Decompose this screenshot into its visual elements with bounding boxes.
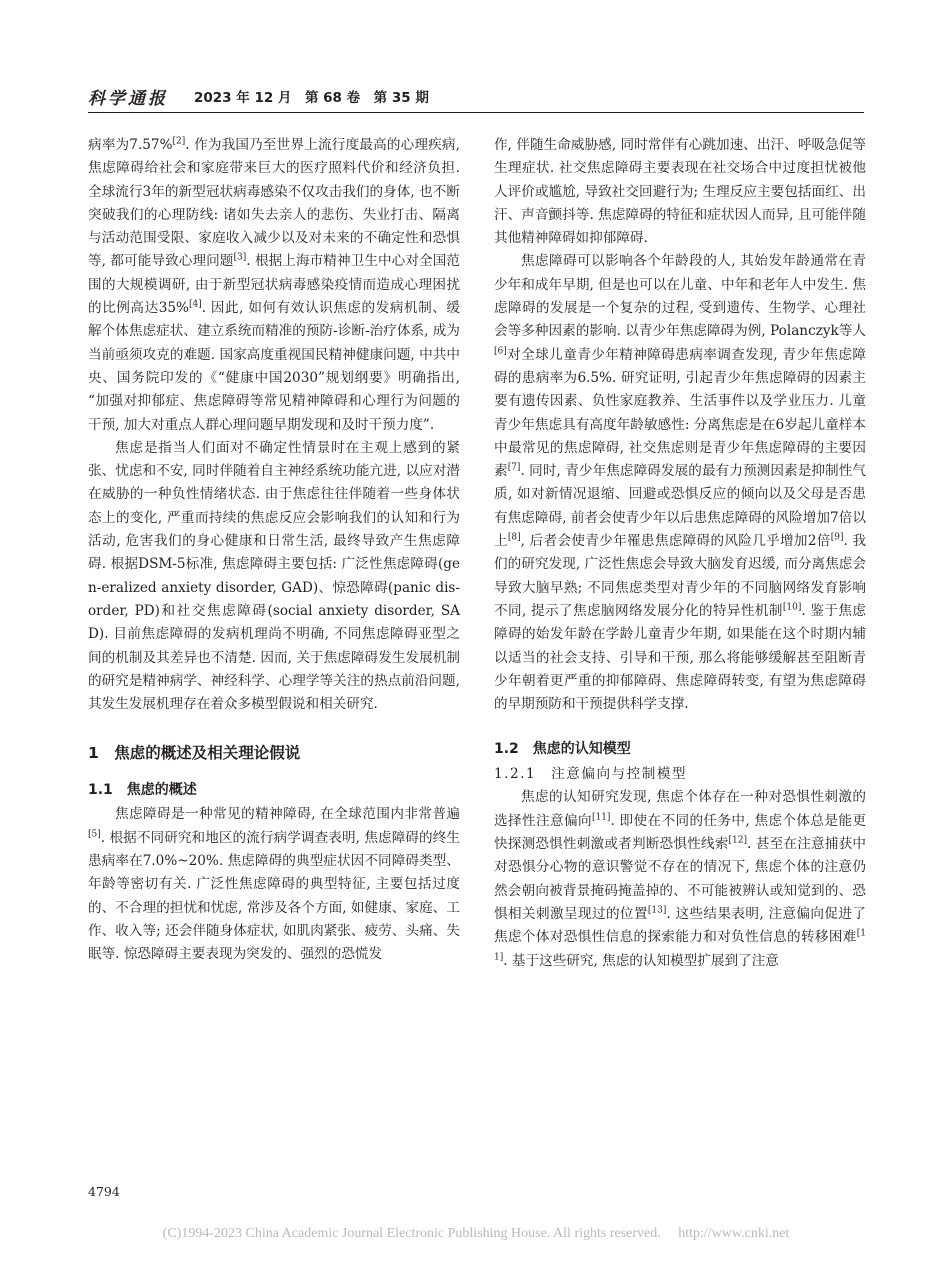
journal-masthead: 科学通报 <box>88 89 168 109</box>
citation[interactable]: [8] <box>507 532 521 543</box>
citation[interactable]: [11] <box>494 928 866 962</box>
left-column <box>88 134 460 967</box>
running-header <box>88 84 864 109</box>
citation[interactable]: [2] <box>172 136 186 147</box>
citation[interactable]: [11] <box>591 812 611 823</box>
paragraph: 焦虑障碍可以影响各个年龄段的人, 其始发年龄通常在青少年和成年早期, 但是也可以在儿童、中年和老年人中发生. 焦虑障碍的发展是一个复杂的过程, 受到遗传、生物学、心理社会等多种因素的影响. 以青少年焦虑障碍为例, Polanczyk等人[6]对全球儿童青少年精神障碍患病率调查发现, 青少年焦虑障碍的患病率为6.5%. 研究证明, 引起青少年焦虑障碍的因素主要有遗传因素、负性家庭教养、生活事件以及学业压力. 儿童青少年焦虑具有高度年龄敏感性: 分离焦虑是在6岁起儿童样本中最常见的焦虑障碍, 社交焦虑则是青少年焦虑障碍的主要因素[7]. 同时, 青少年焦虑障碍发展的最有力预测因素是抑制性气质, 如对新情况退缩、回避或恐惧反应的倾向以及父母是否患有焦虑障碍, 前者会使青少年以后患焦虑障碍的风险增加7倍以上[8], 后者会使青少年罹患焦虑障碍的风险几乎增加2倍[9]. 我们的研究发现, 广泛性焦虑会导致大脑发育迟缓, 而分离焦虑会导致大脑早熟; 不同焦虑类型对青少年的不同脑网络发育影响不同, 提示了焦虑脑网络发展分化的特异性机制[10]. 鉴于焦虑障碍的始发年龄在学龄儿童青少年期, 如果能在这个时期内辅以适当的社会支持、引导和干预, 那么将能够缓解甚至阻断青少年朝着更严重的抑郁障碍、焦虑障碍转变, 有望为焦虑障碍的早期预防和干预提供科学支撑. <box>494 253 867 713</box>
paragraph: 焦虑的认知研究发现, 焦虑个体存在一种对恐惧性刺激的选择性注意偏向[11]. 即使在不同的任务中, 焦虑个体总是能更快探测恐惧性刺激或者判断恐惧性线索[12]. 甚至在注意捕获中对恐惧分心物的意识警觉不存在的情况下, 焦虑个体的注意仍然会朝向被背景掩码掩盖掉的、不可能被辨认或知觉到的、恐惧相关刺激呈现过的位置[13]. 这些结果表明, 注意偏向促进了焦虑个体对恐惧性信息的探索能力和对负性信息的转移困难[11]. 基于这些研究, 焦虑的认知模型扩展到了注意 <box>494 789 866 969</box>
paragraph: 焦虑是指当人们面对不确定性情景时在主观上感到的紧张、忧虑和不安, 同时伴随着自主神经系统功能亢进, 以应对潜在威胁的一种负性情绪状态. 由于焦虑往往伴随着一些身体状态上的变化, 严重而持续的焦虑反应会影响我们的认知和行为活动, 危害我们的身心健康和日常生活, 最终导致产生焦虑障碍. 根据DSM-5标准, 焦虑障碍主要包括: 广泛性焦虑障碍(gen-eralized anxiety disorder, GAD)、惊恐障碍(panic dis-order, PD)和社交焦虑障碍(social anxiety disorder, SAD). 目前焦虑障碍的发病机理尚不明确, 不同焦虑障碍亚型之间的机制及其差异也不清楚. 因而, 关于焦虑障碍发生发展机制的研究是精神病学、神经科学、心理学等关注的热点前沿问题, 其发生发展机理存在着众多模型假说和相关研究. <box>88 439 460 713</box>
section-heading: 1 焦虑的概述及相关理论假说 <box>88 744 301 763</box>
subsection-heading: 1.1 焦虑的概述 <box>88 782 197 799</box>
citation[interactable]: [13] <box>647 905 667 916</box>
right-column <box>494 134 866 973</box>
header-rule <box>88 112 864 113</box>
paragraph: 作, 伴随生命威胁感, 同时常伴有心跳加速、出汗、呼吸急促等生理症状. 社交焦虑障碍主要表现在社交场合中过度担忧被他人评价或尴尬, 导致社交回避行为; 生理反应主要包括面红、出汗、声音颤抖等. 焦虑障碍的特征和症状因人而异, 且可能伴随其他精神障碍如抑郁障碍. <box>494 137 866 247</box>
page-number: 4794 <box>88 1184 120 1199</box>
citation[interactable]: [4] <box>188 299 202 310</box>
citation[interactable]: [9] <box>830 532 844 543</box>
citation[interactable]: [7] <box>507 462 521 473</box>
citation[interactable]: [12] <box>728 835 747 846</box>
subsubsection-heading: 1.2.1 注意偏向与控制模型 <box>494 766 688 783</box>
issue-info: 2023 年 12 月 第 68 卷 第 35 期 <box>194 90 429 106</box>
citation[interactable]: [3] <box>233 252 247 263</box>
paragraph: 病率为7.57%[2]. 作为我国乃至世界上流行度最高的心理疾病, 焦虑障碍给社会和家庭带来巨大的医疗照料代价和经济负担. 全球流行3年的新型冠状病毒感染不仅攻击我们的身体, 也不断突破我们的心理防线: 诸如失去亲人的悲伤、失业打击、隔离与活动范围受限、家庭收入减少以及对未来的不确定性和恐惧等, 都可能导致心理问题[3]. 根据上海市精神卫生中心对全国范围的大规模调研, 由于新型冠状病毒感染疫情而造成心理困扰的比例高达35%[4]. 因此, 如何有效认识焦虑的发病机制、缓解个体焦虑症状、建立系统而精准的预防-诊断-治疗体系, 成为当前亟须攻克的难题. 国家高度重视国民精神健康问题, 中共中央、国务院印发的《“健康中国2030”规划纲要》明确指出, “加强对抑郁症、焦虑障碍等常见精神障碍和心理行为问题的干预, 加大对重点人群心理问题早期发现和及时干预力度”. <box>88 136 460 433</box>
citation[interactable]: [6] <box>494 346 507 357</box>
citation[interactable]: [10] <box>782 602 802 613</box>
paragraph: 焦虑障碍是一种常见的精神障碍, 在全球范围内非常普遍[5]. 根据不同研究和地区的流行病学调查表明, 焦虑障碍的终生患病率在7.0%~20%. 焦虑障碍的典型症状因不同障碍类型、年龄等密切有关. 广泛性焦虑障碍的典型特征, 主要包括过度的、不合理的担忧和忧虑, 常涉及各个方面, 如健康、家庭、工作、收入等; 还会伴随身体症状, 如肌肉紧张、疲劳、头痛、失眠等. 惊恐障碍主要表现为突发的、强烈的恐慌发 <box>88 806 460 963</box>
subsection-heading: 1.2 焦虑的认知模型 <box>494 741 631 758</box>
copyright-footer: (C)1994-2023 China Academic Journal Electronic Publishing House. All rights reserved. http://www.cnki.net <box>162 1226 790 1241</box>
citation[interactable]: [5] <box>88 829 101 840</box>
